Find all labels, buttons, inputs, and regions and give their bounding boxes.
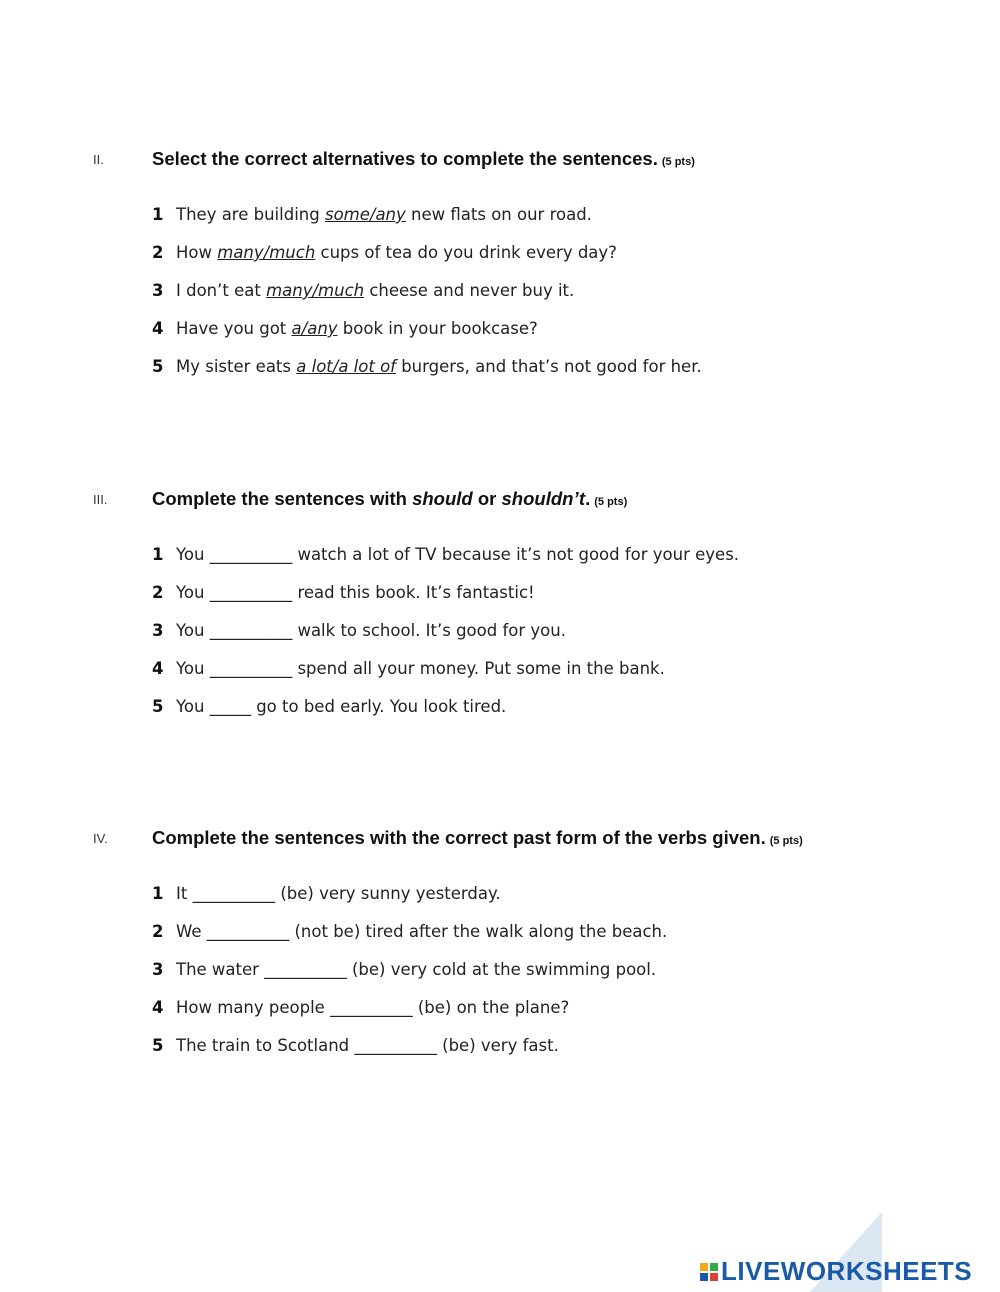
- answer-blank[interactable]: __________: [330, 998, 413, 1017]
- answer-blank[interactable]: __________: [209, 545, 293, 564]
- item-text-after: (be) very sunny yesterday.: [280, 884, 501, 903]
- logo-text: LIVEWORKSHEETS: [721, 1256, 973, 1286]
- item-text-after: burgers, and that’s not good for her.: [395, 357, 702, 376]
- item-number: 4: [152, 998, 164, 1017]
- item-number: 5: [152, 697, 164, 716]
- item-text-before: Have you got: [176, 319, 292, 338]
- answer-blank[interactable]: __________: [264, 960, 347, 979]
- answer-blank[interactable]: __________: [192, 884, 276, 903]
- liveworksheets-logo[interactable]: [700, 1256, 972, 1287]
- list-item: [152, 697, 506, 716]
- item-alternatives[interactable]: a lot/a lot of: [296, 357, 396, 376]
- answer-blank[interactable]: __________: [209, 583, 293, 602]
- section-number: IV.: [93, 831, 108, 846]
- item-text-before: How: [176, 243, 218, 262]
- item-number: 5: [152, 1036, 164, 1055]
- list-item: [152, 545, 739, 564]
- section-number: III.: [93, 492, 108, 507]
- item-alternatives[interactable]: many/much: [217, 243, 316, 262]
- item-number: 1: [152, 884, 164, 903]
- list-item: [152, 960, 656, 979]
- section-title-text: Complete the sentences with the correct past form of the verbs given.: [152, 827, 766, 848]
- section-title-should: should: [412, 488, 473, 509]
- list-item: [152, 922, 667, 941]
- item-text-before: You: [176, 545, 205, 564]
- item-text-after: (be) very cold at the swimming pool.: [351, 960, 657, 979]
- points-label: (5 pts): [661, 156, 695, 168]
- item-text-before: I don’t eat: [176, 281, 267, 300]
- section-title-or: or: [472, 488, 502, 509]
- item-alternatives[interactable]: some/any: [324, 205, 406, 224]
- list-item: [152, 998, 569, 1017]
- item-text-after: (not be) tired after the walk along the beach.: [294, 922, 668, 941]
- answer-blank[interactable]: _____: [209, 697, 251, 716]
- section-number: II.: [93, 152, 104, 167]
- list-item: [152, 281, 574, 300]
- item-text-before: It: [176, 884, 188, 903]
- list-item: [152, 884, 501, 903]
- item-text-after: (be) on the plane?: [417, 998, 570, 1017]
- item-text-before: We: [176, 922, 202, 941]
- item-number: 4: [152, 659, 164, 678]
- list-item: [152, 659, 665, 678]
- item-text-after: read this book. It’s fantastic!: [297, 583, 535, 602]
- item-text-after: (be) very fast.: [442, 1036, 559, 1055]
- item-number: 1: [152, 545, 164, 564]
- item-alternatives[interactable]: a/any: [291, 319, 338, 338]
- item-text-after: go to bed early. You look tired.: [256, 697, 507, 716]
- item-number: 3: [152, 281, 164, 300]
- section-title: [152, 148, 695, 170]
- item-text-before: They are building: [176, 205, 325, 224]
- item-number: 3: [152, 960, 164, 979]
- section-title-end: .: [585, 488, 591, 509]
- section-title-text: Select the correct alternatives to complete the sentences.: [152, 148, 658, 169]
- list-item: [152, 319, 538, 338]
- section-title-shouldnt: shouldn’t: [501, 488, 586, 509]
- item-text-after: walk to school. It’s good for you.: [297, 621, 566, 640]
- item-alternatives[interactable]: many/much: [266, 281, 365, 300]
- points-label: (5 pts): [594, 496, 628, 508]
- item-text-before: My sister eats: [176, 357, 297, 376]
- answer-blank[interactable]: __________: [209, 659, 293, 678]
- section-title: [152, 827, 803, 849]
- points-label: (5 pts): [769, 835, 803, 847]
- item-number: 5: [152, 357, 164, 376]
- item-text-before: The train to Scotland: [176, 1036, 350, 1055]
- item-text-after: cups of tea do you drink every day?: [315, 243, 617, 262]
- item-number: 1: [152, 205, 164, 224]
- item-text-before: You: [176, 621, 205, 640]
- section-title: [152, 488, 627, 510]
- answer-blank[interactable]: __________: [209, 621, 293, 640]
- item-text-after: new flats on our road.: [405, 205, 592, 224]
- answer-blank[interactable]: __________: [354, 1036, 437, 1055]
- item-number: 3: [152, 621, 164, 640]
- list-item: [152, 1036, 559, 1055]
- item-text-after: spend all your money. Put some in the bank.: [297, 659, 665, 678]
- list-item: [152, 205, 592, 224]
- item-text-before: The water: [176, 960, 259, 979]
- list-item: [152, 357, 702, 376]
- item-text-before: You: [176, 697, 205, 716]
- list-item: [152, 583, 535, 602]
- item-text-before: You: [176, 659, 205, 678]
- item-text-after: book in your bookcase?: [337, 319, 538, 338]
- list-item: [152, 621, 566, 640]
- item-text-before: You: [176, 583, 205, 602]
- item-text-after: cheese and never buy it.: [364, 281, 575, 300]
- section-title-text: Complete the sentences with: [152, 488, 413, 509]
- item-number: 2: [152, 922, 164, 941]
- item-text-before: How many people: [176, 998, 325, 1017]
- item-number: 4: [152, 319, 164, 338]
- item-text-after: watch a lot of TV because it’s not good for your eyes.: [297, 545, 740, 564]
- answer-blank[interactable]: __________: [206, 922, 290, 941]
- list-item: [152, 243, 617, 262]
- logo-blocks-icon: [700, 1263, 718, 1281]
- item-number: 2: [152, 583, 164, 602]
- item-number: 2: [152, 243, 164, 262]
